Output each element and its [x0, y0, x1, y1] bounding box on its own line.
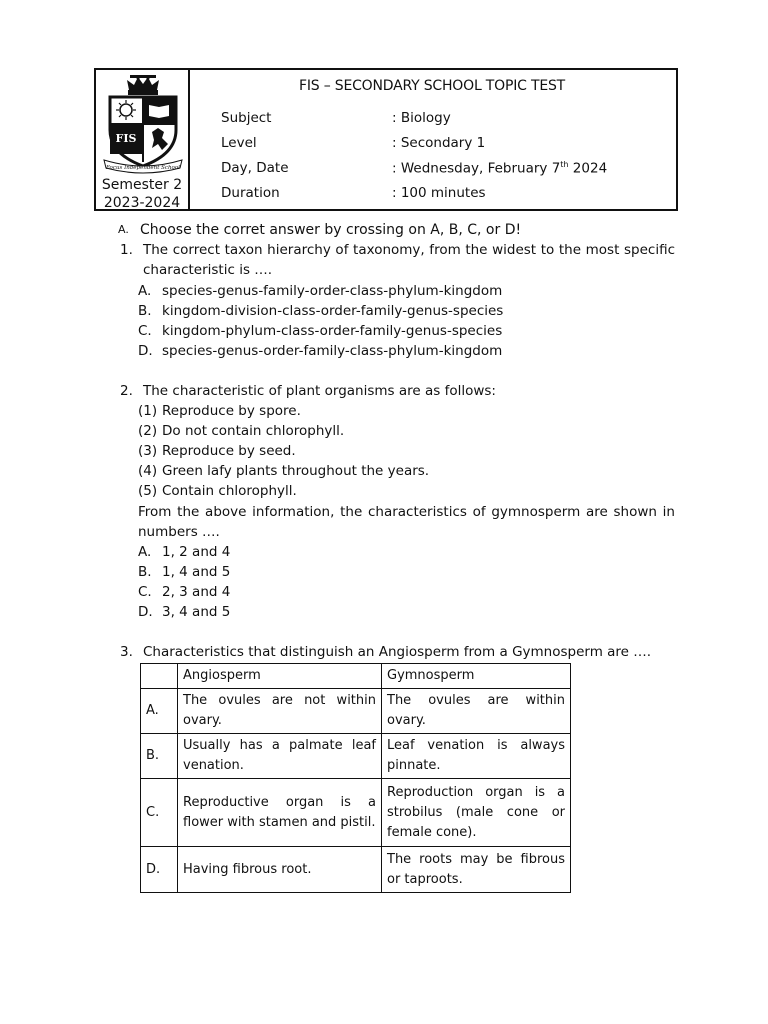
- table-row[interactable]: [141, 779, 571, 847]
- level-value: : Secondary 1: [392, 135, 486, 151]
- angiosperm-cell: Reproductive organ is a flower with stamen and pistil.: [178, 779, 382, 847]
- option-letter[interactable]: C.: [138, 584, 152, 600]
- angiosperm-cell: Usually has a palmate leaf venation.: [178, 734, 382, 779]
- table-header-angiosperm: Angiosperm: [178, 664, 382, 689]
- table-row[interactable]: [141, 847, 571, 893]
- row-letter[interactable]: C.: [141, 779, 178, 847]
- option-text: 1, 4 and 5: [162, 564, 231, 580]
- row-letter[interactable]: A.: [141, 689, 178, 734]
- academic-year: 2023-2024: [103, 195, 181, 211]
- level-label: Level: [221, 135, 257, 151]
- semester-label: Semester 2: [101, 177, 183, 193]
- crown-icon: [127, 75, 159, 95]
- duration-value: : 100 minutes: [392, 185, 486, 201]
- option-text: kingdom-division-class-order-family-genus-species: [162, 303, 504, 319]
- school-logo: [102, 72, 184, 176]
- angiosperm-cell: Having fibrous root.: [178, 847, 382, 893]
- gymnosperm-cell: Leaf venation is always pinnate.: [382, 734, 571, 779]
- test-title: FIS – SECONDARY SCHOOL TOPIC TEST: [299, 78, 565, 94]
- question-follow-up: numbers ….: [138, 524, 220, 540]
- subject-label: Subject: [221, 110, 272, 126]
- svg-text:Focus Independent School: Focus Independent School: [106, 165, 180, 171]
- option-letter[interactable]: D.: [138, 343, 153, 359]
- date-value: : Wednesday, February 7th 2024: [392, 160, 608, 177]
- option-letter[interactable]: D.: [138, 604, 153, 620]
- section-letter: A.: [118, 223, 129, 236]
- list-item-number: (5): [138, 483, 158, 499]
- option-text: 3, 4 and 5: [162, 604, 231, 620]
- question-stem: The characteristic of plant organisms are as follows:: [143, 383, 496, 399]
- duration-label: Duration: [221, 185, 280, 201]
- list-item-number: (3): [138, 443, 158, 459]
- question-follow-up: From the above information, the characteristics of gymnosperm are shown in: [138, 504, 675, 520]
- table-header-blank: [141, 664, 178, 689]
- table-header-gymnosperm: Gymnosperm: [382, 664, 571, 689]
- row-letter[interactable]: D.: [141, 847, 178, 893]
- question-stem: The correct taxon hierarchy of taxonomy, from the widest to the most specific: [143, 242, 675, 258]
- list-item-number: (1): [138, 403, 158, 419]
- question-number: 3.: [120, 644, 133, 660]
- list-item-number: (4): [138, 463, 158, 479]
- answer-table: [140, 663, 571, 893]
- list-item: Contain chlorophyll.: [162, 483, 297, 499]
- option-text: species-genus-order-family-class-phylum-kingdom: [162, 343, 503, 359]
- option-letter[interactable]: A.: [138, 544, 152, 560]
- list-item: Green lafy plants throughout the years.: [162, 463, 430, 479]
- option-text: 1, 2 and 4: [162, 544, 231, 560]
- gymnosperm-cell: The roots may be fibrous or taproots.: [382, 847, 571, 893]
- subject-value: : Biology: [392, 110, 451, 126]
- list-item: Do not contain chlorophyll.: [162, 423, 345, 439]
- option-letter[interactable]: B.: [138, 303, 152, 319]
- section-instruction: Choose the corret answer by crossing on A, B, C, or D!: [140, 222, 522, 238]
- gymnosperm-cell: The ovules are within ovary.: [382, 689, 571, 734]
- date-label: Day, Date: [221, 160, 289, 176]
- question-stem: characteristic is ….: [143, 262, 273, 278]
- gymnosperm-cell: Reproduction organ is a strobilus (male cone or female cone).: [382, 779, 571, 847]
- option-text: 2, 3 and 4: [162, 584, 231, 600]
- table-row[interactable]: [141, 734, 571, 779]
- list-item: Reproduce by spore.: [162, 403, 301, 419]
- option-letter[interactable]: C.: [138, 323, 152, 339]
- svg-text:FIS: FIS: [115, 132, 137, 145]
- question-number: 1.: [120, 242, 133, 258]
- row-letter[interactable]: B.: [141, 734, 178, 779]
- option-letter[interactable]: A.: [138, 283, 152, 299]
- list-item-number: (2): [138, 423, 158, 439]
- table-row[interactable]: [141, 689, 571, 734]
- question-number: 2.: [120, 383, 133, 399]
- option-letter[interactable]: B.: [138, 564, 152, 580]
- option-text: species-genus-family-order-class-phylum-kingdom: [162, 283, 503, 299]
- list-item: Reproduce by seed.: [162, 443, 296, 459]
- angiosperm-cell: The ovules are not within ovary.: [178, 689, 382, 734]
- test-header: [94, 68, 678, 211]
- table-header-row: [141, 664, 571, 689]
- question-stem: Characteristics that distinguish an Angiosperm from a Gymnosperm are ….: [143, 644, 652, 660]
- option-text: kingdom-phylum-class-order-family-genus-species: [162, 323, 503, 339]
